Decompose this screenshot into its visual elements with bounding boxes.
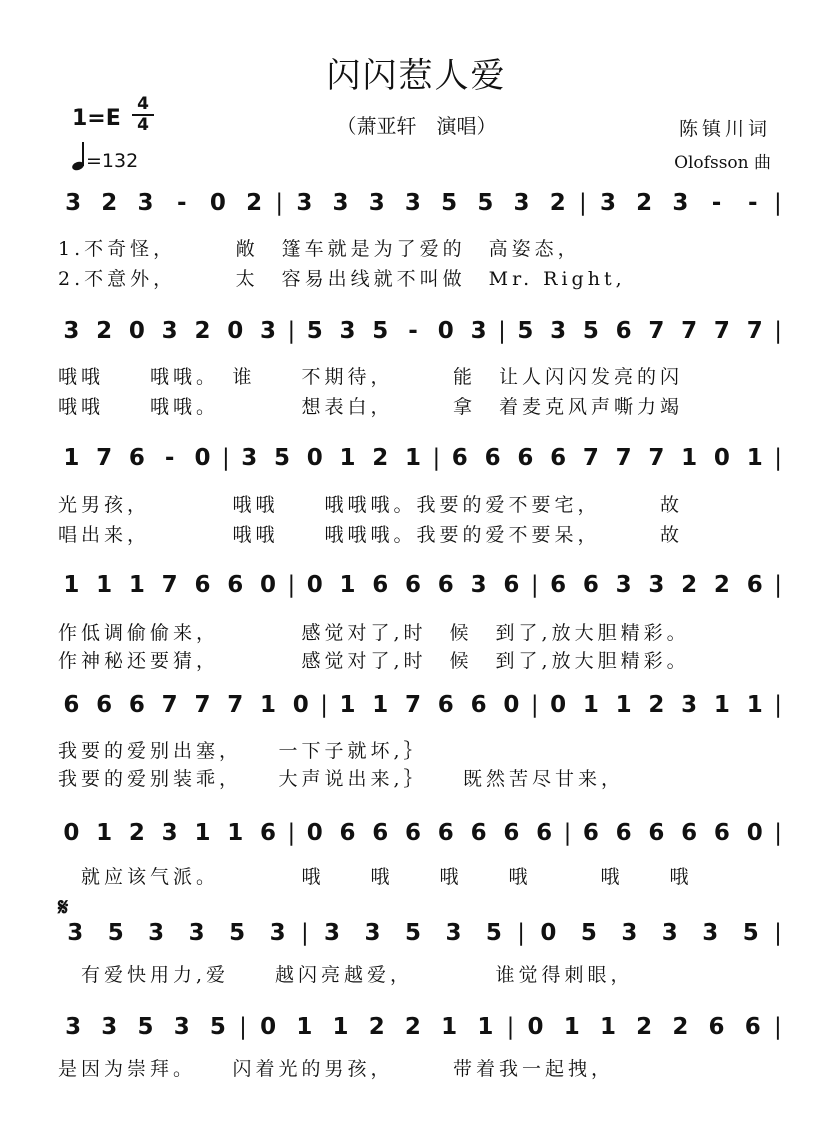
note: 7 [161,572,178,598]
lyric-line: 哦哦 哦哦。 想表白， 拿 着麦克风声嘶力竭 [58,396,684,418]
lyric-line: 作神秘还要猜， 感觉对了,时 候 到了,放大胆精彩。 [58,650,690,672]
bar-line: | [774,920,782,946]
note: 3 [137,190,154,216]
note: 7 [648,318,665,344]
note: 1 [339,692,356,718]
note: 3 [550,318,567,344]
bar-line: | [287,318,296,344]
bar-line: | [774,820,782,846]
note: 6 [128,445,145,471]
bar-line: | [774,445,782,471]
note: 1 [746,445,763,471]
note: 7 [96,445,113,471]
lyric-line: 我要的爱别装乖， 大声说出来,｝ 既然苦尽甘来， [58,768,625,790]
note: 1 [128,572,145,598]
bar-line: | [300,920,309,946]
note: 2 [713,572,730,598]
note: 6 [536,820,553,846]
bar-line: | [221,445,230,471]
note: 2 [96,318,113,344]
note: 1 [194,820,211,846]
bar-line: | [774,572,782,598]
note: 5 [137,1014,154,1040]
note: 3 [364,920,381,946]
quarter-note-icon [72,142,86,172]
note: 6 [503,820,520,846]
note: 6 [517,445,534,471]
notation-line [55,692,785,718]
note: 6 [405,572,422,598]
note: 5 [404,920,421,946]
bar-line: | [275,190,284,216]
notation-line [55,445,785,471]
song-title: 闪闪惹人爱 [326,56,507,96]
note: 7 [227,692,244,718]
note-extension: - [711,190,722,216]
lyric-line: 是因为崇拜。 闪着光的男孩， 带着我一起拽， [58,1058,615,1080]
note: 6 [372,572,389,598]
lyric-line: 作低调偷偷来， 感觉对了,时 候 到了,放大胆精彩。 [58,622,690,644]
note: 3 [241,445,258,471]
lyric-line: 就应该气派。 哦 哦 哦 哦 哦 哦 [58,866,693,888]
note: 3 [702,920,719,946]
note: 5 [477,190,494,216]
score-system-3 [55,445,785,495]
lyric-line: 哦哦 哦哦。 谁 不期待， 能 让人闪闪发亮的闪 [58,366,684,388]
note: 1 [477,1014,494,1040]
note: 1 [63,445,80,471]
note: 6 [648,820,665,846]
note: 2 [672,1014,689,1040]
note: 1 [339,572,356,598]
note: 6 [744,1014,761,1040]
bar-line: | [774,692,782,718]
note: 0 [260,1014,277,1040]
note: 5 [107,920,124,946]
bar-line: | [578,190,587,216]
note: 5 [517,318,534,344]
note: 6 [582,572,599,598]
note: 0 [540,920,557,946]
note: 5 [441,190,458,216]
note: 6 [227,572,244,598]
note: 2 [648,692,665,718]
score-system-4 [55,572,785,622]
note: 7 [194,692,211,718]
note: 3 [161,820,178,846]
note-extension: - [176,190,187,216]
note: 6 [615,820,632,846]
note: 6 [615,318,632,344]
note: 6 [708,1014,725,1040]
note: 1 [599,1014,616,1040]
note: 3 [339,318,356,344]
time-signature-top: 4 [137,94,149,114]
tempo-value: =132 [86,150,139,172]
note: 7 [681,318,698,344]
note: 1 [339,445,356,471]
note: 2 [549,190,566,216]
note: 3 [148,920,165,946]
note: 0 [128,318,145,344]
note: 5 [273,445,290,471]
note: 3 [621,920,638,946]
note: 3 [599,190,616,216]
lyric-line: 我要的爱别出塞， 一下子就坏,｝ [58,740,427,762]
note: 2 [194,318,211,344]
score-system-2 [55,318,785,368]
note: 5 [372,318,389,344]
note: 3 [513,190,530,216]
bar-line: | [239,1014,247,1040]
lyricist-credit: 陈镇川词 [678,118,771,140]
note: 7 [405,692,422,718]
composer-credit: Olofsson 曲 [674,153,771,173]
note: 6 [63,692,80,718]
note: 0 [209,190,226,216]
note: 3 [332,190,349,216]
note: 5 [580,920,597,946]
note: 7 [648,445,665,471]
notation-line [55,190,785,216]
note: 6 [713,820,730,846]
note: 1 [96,820,113,846]
bar-line: | [432,445,441,471]
bar-line: | [517,920,526,946]
note: 3 [470,318,487,344]
bar-line: | [320,692,328,718]
note: 6 [470,820,487,846]
note: 3 [672,190,689,216]
bar-line: | [498,318,506,344]
note: 0 [259,572,276,598]
note: 1 [405,445,422,471]
note-extension: - [408,318,418,344]
note: 6 [550,572,567,598]
note-extension: - [747,190,758,216]
note: 2 [681,572,698,598]
note: 7 [713,318,730,344]
note: 6 [437,692,454,718]
note: 6 [484,445,501,471]
note: 3 [67,920,84,946]
note: 3 [269,920,286,946]
note: 5 [209,1014,226,1040]
note: 1 [296,1014,313,1040]
note: 5 [229,920,246,946]
segno-icon: 𝄋 [58,892,69,921]
note: 7 [161,692,178,718]
note: 1 [746,692,763,718]
note: 1 [563,1014,580,1040]
note: 6 [405,820,422,846]
note: 2 [636,190,653,216]
note: 3 [161,318,178,344]
note: 0 [306,820,323,846]
time-signature-bottom: 4 [137,115,149,135]
bar-line: | [530,692,539,718]
note: 3 [324,920,341,946]
note: 1 [372,692,389,718]
note: 3 [65,190,82,216]
tempo-marking [72,142,138,172]
bar-line: | [773,1014,782,1040]
note: 0 [550,692,567,718]
singer-credit: （萧亚轩 演唱） [336,114,497,138]
note: 6 [194,572,211,598]
lyric-line: 1.不奇怪， 敞 篷车就是为了爱的 高姿态， [58,238,581,260]
note: 0 [227,318,244,344]
note: 5 [582,318,599,344]
note: 5 [306,318,323,344]
note: 3 [188,920,205,946]
note: 1 [681,445,698,471]
notation-line [55,820,785,846]
bar-line: | [287,820,296,846]
note: 2 [101,190,118,216]
note: 1 [259,692,276,718]
note: 6 [550,445,567,471]
note: 2 [128,820,145,846]
notation-line [55,1014,785,1040]
note: 7 [746,318,763,344]
bar-line: | [530,572,539,598]
note: 3 [259,318,276,344]
note: 3 [681,692,698,718]
note: 6 [746,572,763,598]
note: 0 [527,1014,544,1040]
note: 1 [227,820,244,846]
note: 6 [470,692,487,718]
note: 2 [372,445,389,471]
note: 0 [437,318,454,344]
note: 1 [441,1014,458,1040]
note: 1 [63,572,80,598]
note: 6 [128,692,145,718]
bar-line: | [773,190,782,216]
note: 6 [96,692,113,718]
lyric-line: 有爱快用力,爱 越闪亮越爱， 谁觉得刺眼， [58,964,634,986]
note: 6 [582,820,599,846]
note: 2 [636,1014,653,1040]
note: 6 [259,820,276,846]
note: 6 [372,820,389,846]
note: 3 [470,572,487,598]
note: 3 [648,572,665,598]
note: 1 [713,692,730,718]
note: 6 [339,820,356,846]
note: 0 [306,445,323,471]
score-system-1 [55,190,785,240]
note: 3 [661,920,678,946]
note: 3 [101,1014,118,1040]
note-extension: - [164,445,175,471]
note: 3 [445,920,462,946]
lyric-line: 2.不意外， 太 容易出线就不叫做 Mr. Right, [58,268,626,290]
lyric-line: 唱出来， 哦哦 哦哦哦。我要的爱不要呆， 故 [58,524,684,546]
note: 3 [65,1014,82,1040]
note: 3 [404,190,421,216]
note: 2 [404,1014,421,1040]
bar-line: | [774,318,782,344]
note: 6 [503,572,520,598]
note: 3 [173,1014,190,1040]
note: 5 [485,920,502,946]
note: 3 [368,190,385,216]
lyric-line: 光男孩， 哦哦 哦哦哦。我要的爱不要宅， 故 [58,494,684,516]
notation-line [55,572,785,598]
notation-line [55,920,785,946]
note: 6 [681,820,698,846]
note: 6 [451,445,468,471]
note: 1 [332,1014,349,1040]
note: 7 [615,445,632,471]
note: 2 [368,1014,385,1040]
note: 0 [292,692,309,718]
bar-line: | [506,1014,515,1040]
notation-line [55,318,785,344]
key-signature: 1=E [72,106,121,131]
note: 5 [742,920,759,946]
note: 3 [296,190,313,216]
bar-line: | [287,572,296,598]
note: 0 [713,445,730,471]
score-system-5 [55,692,785,742]
note: 0 [306,572,323,598]
note: 2 [246,190,263,216]
note: 6 [437,820,454,846]
note: 0 [194,445,211,471]
note: 0 [503,692,520,718]
note: 0 [63,820,80,846]
bar-line: | [563,820,572,846]
note: 3 [615,572,632,598]
note: 7 [582,445,599,471]
note: 1 [96,572,113,598]
note: 1 [582,692,599,718]
note: 3 [63,318,80,344]
note: 0 [746,820,763,846]
note: 1 [615,692,632,718]
note: 6 [437,572,454,598]
